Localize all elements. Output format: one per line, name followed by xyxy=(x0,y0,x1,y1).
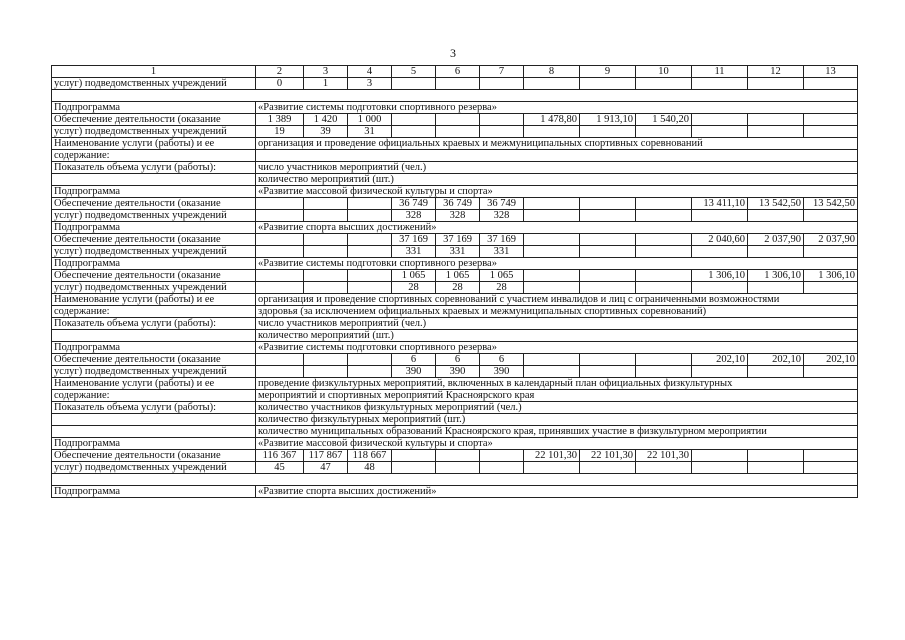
cell xyxy=(748,450,804,462)
row-label: Обеспечение деятельности (оказание xyxy=(52,270,256,282)
cell xyxy=(256,282,304,294)
table-row xyxy=(52,246,858,258)
cell xyxy=(436,462,480,474)
row-label: услуг) подведомственных учреждений xyxy=(52,282,256,294)
cell: 202,10 xyxy=(692,354,748,366)
table-row xyxy=(52,282,858,294)
cell xyxy=(580,354,636,366)
service-name-row xyxy=(52,306,858,318)
cell xyxy=(480,114,524,126)
cell: 36 749 xyxy=(436,198,480,210)
cell xyxy=(804,462,858,474)
cell xyxy=(480,78,524,90)
cell xyxy=(692,210,748,222)
subprogram-row xyxy=(52,186,858,198)
row-label: услуг) подведомственных учреждений xyxy=(52,78,256,90)
service-name: проведение физкультурных мероприятий, включенных в календарный план официальных физкультурных xyxy=(256,378,858,390)
cell xyxy=(804,114,858,126)
cell: 1 420 xyxy=(304,114,348,126)
cell: 328 xyxy=(392,210,436,222)
spacer-cell xyxy=(52,90,858,102)
cell: 331 xyxy=(436,246,480,258)
cell: 2 040,60 xyxy=(692,234,748,246)
cell: 117 867 xyxy=(304,450,348,462)
cell xyxy=(348,246,392,258)
cell xyxy=(524,366,580,378)
cell: 47 xyxy=(304,462,348,474)
cell xyxy=(692,366,748,378)
service-name-row xyxy=(52,390,858,402)
table-row xyxy=(52,354,858,366)
table-row xyxy=(52,366,858,378)
cell xyxy=(392,78,436,90)
indicator-row xyxy=(52,414,858,426)
header-cell: 9 xyxy=(580,66,636,78)
cell xyxy=(636,270,692,282)
row-label: Подпрограмма xyxy=(52,342,256,354)
cell xyxy=(256,366,304,378)
cell xyxy=(304,270,348,282)
service-name-row xyxy=(52,378,858,390)
table-row xyxy=(52,78,858,90)
cell xyxy=(436,78,480,90)
cell xyxy=(256,234,304,246)
indicator-text: число участников мероприятий (чел.) xyxy=(256,162,858,174)
cell xyxy=(524,246,580,258)
row-label: Обеспечение деятельности (оказание xyxy=(52,450,256,462)
cell xyxy=(524,462,580,474)
cell: 39 xyxy=(304,126,348,138)
subprogram-row xyxy=(52,102,858,114)
cell: 3 xyxy=(348,78,392,90)
cell xyxy=(480,450,524,462)
row-label: Наименование услуги (работы) и ее xyxy=(52,378,256,390)
indicator-row xyxy=(52,402,858,414)
cell xyxy=(804,282,858,294)
indicator-text: количество мероприятий (шт.) xyxy=(256,174,858,186)
cell: 1 306,10 xyxy=(692,270,748,282)
cell xyxy=(804,450,858,462)
cell: 0 xyxy=(256,78,304,90)
cell xyxy=(804,366,858,378)
cell: 2 037,90 xyxy=(748,234,804,246)
cell xyxy=(748,282,804,294)
row-label: Обеспечение деятельности (оказание xyxy=(52,354,256,366)
header-cell: 8 xyxy=(524,66,580,78)
cell: 28 xyxy=(392,282,436,294)
row-label xyxy=(52,330,256,342)
spacer-row xyxy=(52,474,858,486)
cell: 37 169 xyxy=(436,234,480,246)
cell: 28 xyxy=(436,282,480,294)
cell: 31 xyxy=(348,126,392,138)
cell: 328 xyxy=(436,210,480,222)
subprogram-row xyxy=(52,342,858,354)
cell xyxy=(636,354,692,366)
cell xyxy=(348,354,392,366)
cell xyxy=(436,450,480,462)
table-row xyxy=(52,114,858,126)
indicator-text: число участников мероприятий (чел.) xyxy=(256,318,858,330)
table-row xyxy=(52,450,858,462)
cell xyxy=(748,246,804,258)
cell xyxy=(748,462,804,474)
cell: 390 xyxy=(436,366,480,378)
row-label: услуг) подведомственных учреждений xyxy=(52,462,256,474)
cell: 28 xyxy=(480,282,524,294)
cell xyxy=(348,210,392,222)
header-cell: 7 xyxy=(480,66,524,78)
cell xyxy=(692,462,748,474)
table-row xyxy=(52,234,858,246)
cell xyxy=(304,366,348,378)
row-label: Подпрограмма xyxy=(52,186,256,198)
cell: 36 749 xyxy=(392,198,436,210)
cell xyxy=(636,210,692,222)
cell xyxy=(304,282,348,294)
cell: 13 542,50 xyxy=(804,198,858,210)
service-name: мероприятий и спортивных мероприятий Красноярского края xyxy=(256,390,858,402)
cell: 1 913,10 xyxy=(580,114,636,126)
indicator-row xyxy=(52,330,858,342)
table-row xyxy=(52,270,858,282)
cell xyxy=(524,126,580,138)
cell xyxy=(348,198,392,210)
row-label: Показатель объема услуги (работы): xyxy=(52,402,256,414)
cell xyxy=(524,282,580,294)
table-row xyxy=(52,462,858,474)
cell xyxy=(304,246,348,258)
row-label: Наименование услуги (работы) и ее xyxy=(52,294,256,306)
cell xyxy=(524,210,580,222)
cell xyxy=(304,198,348,210)
cell xyxy=(748,78,804,90)
cell xyxy=(580,126,636,138)
row-label: содержание: xyxy=(52,390,256,402)
page-number: 3 xyxy=(450,46,456,60)
cell: 22 101,30 xyxy=(580,450,636,462)
spacer-cell xyxy=(52,474,858,486)
cell: 331 xyxy=(480,246,524,258)
cell xyxy=(480,126,524,138)
cell xyxy=(524,198,580,210)
row-label: Наименование услуги (работы) и ее xyxy=(52,138,256,150)
table-row xyxy=(52,210,858,222)
cell: 1 540,20 xyxy=(636,114,692,126)
cell xyxy=(804,246,858,258)
indicator-text: количество муниципальных образований Красноярского края, принявших участие в физкультурном мероприятии xyxy=(256,426,858,438)
subprogram-title: «Развитие массовой физической культуры и спорта» xyxy=(256,186,858,198)
cell xyxy=(692,450,748,462)
subprogram-row xyxy=(52,486,858,498)
cell: 202,10 xyxy=(748,354,804,366)
cell: 1 xyxy=(304,78,348,90)
row-label: услуг) подведомственных учреждений xyxy=(52,210,256,222)
cell: 37 169 xyxy=(480,234,524,246)
cell xyxy=(636,198,692,210)
service-name: организация и проведение официальных краевых и межмуниципальных спортивных соревнований xyxy=(256,138,858,150)
cell xyxy=(692,126,748,138)
cell: 118 667 xyxy=(348,450,392,462)
row-label xyxy=(52,414,256,426)
row-label: Обеспечение деятельности (оказание xyxy=(52,198,256,210)
cell: 6 xyxy=(480,354,524,366)
budget-table xyxy=(51,65,858,498)
cell xyxy=(636,462,692,474)
row-label: Подпрограмма xyxy=(52,222,256,234)
cell: 1 065 xyxy=(392,270,436,282)
cell xyxy=(580,462,636,474)
row-label xyxy=(52,426,256,438)
subprogram-row xyxy=(52,438,858,450)
cell: 36 749 xyxy=(480,198,524,210)
row-label: услуг) подведомственных учреждений xyxy=(52,246,256,258)
header-cell: 1 xyxy=(52,66,256,78)
cell xyxy=(524,78,580,90)
subprogram-title: «Развитие массовой физической культуры и спорта» xyxy=(256,438,858,450)
cell: 1 065 xyxy=(480,270,524,282)
cell xyxy=(636,282,692,294)
cell: 390 xyxy=(480,366,524,378)
cell xyxy=(804,126,858,138)
subprogram-row xyxy=(52,258,858,270)
cell xyxy=(580,282,636,294)
cell: 45 xyxy=(256,462,304,474)
cell xyxy=(580,198,636,210)
row-label: содержание: xyxy=(52,306,256,318)
row-label: Подпрограмма xyxy=(52,258,256,270)
cell xyxy=(580,234,636,246)
subprogram-title: «Развитие системы подготовки спортивного резерва» xyxy=(256,342,858,354)
indicator-text: количество физкультурных мероприятий (шт.) xyxy=(256,414,858,426)
cell xyxy=(256,198,304,210)
indicator-row xyxy=(52,162,858,174)
subprogram-title: «Развитие спорта высших достижений» xyxy=(256,486,858,498)
cell xyxy=(580,246,636,258)
row-label: Показатель объема услуги (работы): xyxy=(52,162,256,174)
service-name: организация и проведение спортивных соревнований с участием инвалидов и лиц с ограниченными возможностями xyxy=(256,294,858,306)
cell: 22 101,30 xyxy=(524,450,580,462)
cell xyxy=(804,78,858,90)
cell xyxy=(524,234,580,246)
cell xyxy=(692,114,748,126)
service-name-row xyxy=(52,150,858,162)
cell xyxy=(392,450,436,462)
spacer-row xyxy=(52,90,858,102)
header-cell: 6 xyxy=(436,66,480,78)
cell: 1 478,80 xyxy=(524,114,580,126)
cell xyxy=(480,462,524,474)
cell xyxy=(636,234,692,246)
cell xyxy=(580,210,636,222)
header-cell: 12 xyxy=(748,66,804,78)
row-label: Подпрограмма xyxy=(52,102,256,114)
row-label: Показатель объема услуги (работы): xyxy=(52,318,256,330)
header-cell: 3 xyxy=(304,66,348,78)
row-label: Обеспечение деятельности (оказание xyxy=(52,114,256,126)
cell: 1 389 xyxy=(256,114,304,126)
indicator-row xyxy=(52,426,858,438)
header-cell: 2 xyxy=(256,66,304,78)
cell: 13 411,10 xyxy=(692,198,748,210)
cell xyxy=(304,210,348,222)
indicator-row xyxy=(52,318,858,330)
service-name: здоровья (за исключением официальных краевых и межмуниципальных спортивных соревнований) xyxy=(256,306,858,318)
cell xyxy=(636,246,692,258)
cell xyxy=(392,462,436,474)
cell xyxy=(524,270,580,282)
cell: 390 xyxy=(392,366,436,378)
cell: 328 xyxy=(480,210,524,222)
row-label xyxy=(52,174,256,186)
subprogram-title: «Развитие системы подготовки спортивного резерва» xyxy=(256,102,858,114)
cell: 202,10 xyxy=(804,354,858,366)
header-cell: 5 xyxy=(392,66,436,78)
cell xyxy=(348,366,392,378)
service-name-row xyxy=(52,294,858,306)
cell xyxy=(524,354,580,366)
table-row xyxy=(52,198,858,210)
cell: 6 xyxy=(392,354,436,366)
cell xyxy=(348,234,392,246)
row-label: услуг) подведомственных учреждений xyxy=(52,126,256,138)
cell xyxy=(636,366,692,378)
row-label: Подпрограмма xyxy=(52,486,256,498)
cell xyxy=(580,366,636,378)
cell xyxy=(256,210,304,222)
header-cell: 4 xyxy=(348,66,392,78)
cell xyxy=(348,282,392,294)
cell xyxy=(748,114,804,126)
row-label: Подпрограмма xyxy=(52,438,256,450)
cell xyxy=(304,354,348,366)
cell xyxy=(748,210,804,222)
header-cell: 11 xyxy=(692,66,748,78)
cell: 19 xyxy=(256,126,304,138)
cell: 1 000 xyxy=(348,114,392,126)
row-label: Обеспечение деятельности (оказание xyxy=(52,234,256,246)
cell xyxy=(580,78,636,90)
cell xyxy=(636,78,692,90)
cell: 116 367 xyxy=(256,450,304,462)
cell: 13 542,50 xyxy=(748,198,804,210)
cell xyxy=(436,114,480,126)
subprogram-title: «Развитие спорта высших достижений» xyxy=(256,222,858,234)
service-name xyxy=(256,150,858,162)
cell xyxy=(692,282,748,294)
cell: 1 306,10 xyxy=(804,270,858,282)
cell xyxy=(304,234,348,246)
cell: 48 xyxy=(348,462,392,474)
cell xyxy=(804,210,858,222)
row-label: содержание: xyxy=(52,150,256,162)
cell: 331 xyxy=(392,246,436,258)
cell: 2 037,90 xyxy=(804,234,858,246)
indicator-text: количество мероприятий (шт.) xyxy=(256,330,858,342)
cell xyxy=(256,270,304,282)
header-cell: 10 xyxy=(636,66,692,78)
cell xyxy=(580,270,636,282)
subprogram-row xyxy=(52,222,858,234)
indicator-row xyxy=(52,174,858,186)
cell: 1 065 xyxy=(436,270,480,282)
cell xyxy=(748,366,804,378)
cell xyxy=(636,126,692,138)
cell xyxy=(348,270,392,282)
row-label: услуг) подведомственных учреждений xyxy=(52,366,256,378)
subprogram-title: «Развитие системы подготовки спортивного резерва» xyxy=(256,258,858,270)
indicator-text: количество участников физкультурных мероприятий (чел.) xyxy=(256,402,858,414)
header-row xyxy=(52,66,858,78)
cell xyxy=(692,246,748,258)
cell xyxy=(392,126,436,138)
cell xyxy=(436,126,480,138)
cell: 1 306,10 xyxy=(748,270,804,282)
cell xyxy=(692,78,748,90)
cell xyxy=(392,114,436,126)
table-row xyxy=(52,126,858,138)
cell: 6 xyxy=(436,354,480,366)
cell xyxy=(748,126,804,138)
service-name-row xyxy=(52,138,858,150)
cell xyxy=(256,354,304,366)
cell: 37 169 xyxy=(392,234,436,246)
cell: 22 101,30 xyxy=(636,450,692,462)
cell xyxy=(256,246,304,258)
header-cell: 13 xyxy=(804,66,858,78)
